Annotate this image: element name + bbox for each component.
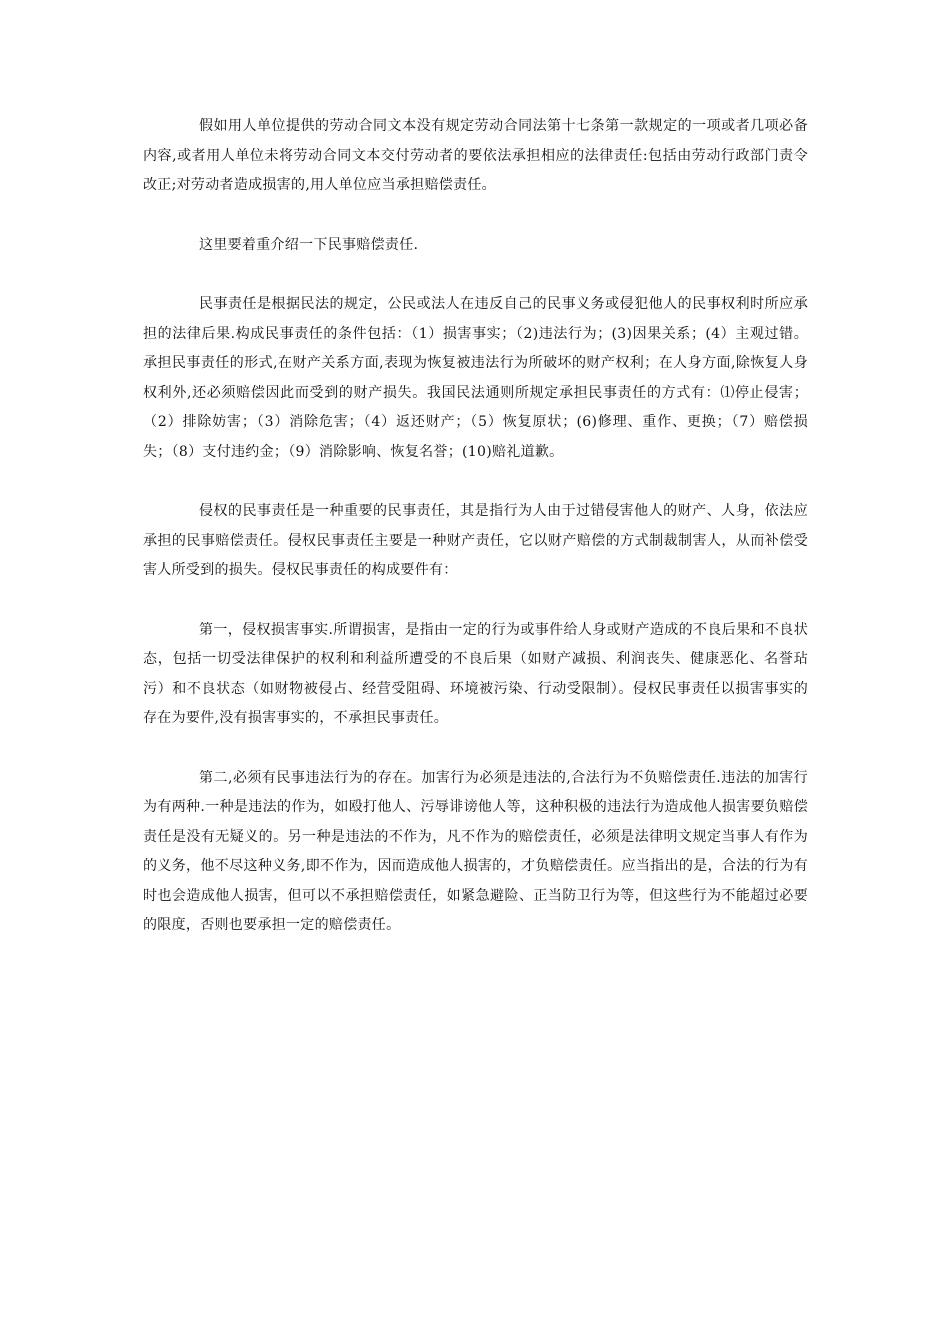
document-body bbox=[143, 112, 808, 971]
paragraph-civil-liability: 民事责任是根据民法的规定，公民或法人在违反自己的民事义务或侵犯他人的民事权利时所应承担的法律后果.构成民事责任的条件包括：（1）损害事实；（2)违法行为；(3)因果关系；(4）主观过错。承担民事责任的形式,在财产关系方面,表现为恢复被违法行为所破坏的财产权利；在人身方面,除恢复人身权利外,还必须赔偿因此而受到的财产损失。我国民法通则所规定承担民事责任的方式有：⑴停止侵害；（2）排除妨害；（3）消除危害；（4）返还财产；（5）恢复原状；(6)修理、重作、更换；（7）赔偿损失；（8）支付违约金；（9）消除影响、恢复名誉；(10)赔礼道歉。 bbox=[143, 296, 808, 460]
paragraph-contract-liability: 假如用人单位提供的劳动合同文本没有规定劳动合同法第十七条第一款规定的一项或者几项必备内容,或者用人单位未将劳动合同文本交付劳动者的要依法承担相应的法律责任:包括由劳动行政部门责令改正;对劳动者造成损害的,用人单位应当承担赔偿责任。 bbox=[143, 118, 808, 193]
paragraph-tort-liability: 侵权的民事责任是一种重要的民事责任，其是指行为人由于过错侵害他人的财产、人身，依法应承担的民事赔偿责任。侵权民事责任主要是一种财产责任，它以财产赔偿的方式制裁制害人，从而补偿受害人所受到的损失。侵权民事责任的构成要件有： bbox=[143, 503, 808, 578]
paragraph-intro-civil-compensation: 这里要着重介绍一下民事赔偿责任. bbox=[199, 236, 419, 253]
paragraph-first-damage-fact: 第一，侵权损害事实.所谓损害，是指由一定的行为或事件给人身或财产造成的不良后果和不良状态，包括一切受法律保护的权利和利益所遭受的不良后果（如财产减损、利润丧失、健康恶化、名誉玷污）和不良状态（如财物被侵占、经营受阻碍、环境被污染、行动受限制）。侵权民事责任以损害事实的存在为要件,没有损害事实的，不承担民事责任。 bbox=[143, 621, 808, 726]
paragraph-second-illegal-act: 第二,必须有民事违法行为的存在。加害行为必须是违法的,合法行为不负赔偿责任.违法的加害行为有两种.一种是违法的作为，如殴打他人、污辱诽谤他人等，这种积极的违法行为造成他人损害要负赔偿责任是没有无疑义的。另一种是违法的不作为，凡不作为的赔偿责任，必须是法律明文规定当事人有作为的义务，他不尽这种义务,即不作为，因而造成他人损害的，才负赔偿责任。应当指出的是，合法的行为有时也会造成他人损害，但可以不承担赔偿责任，如紧急避险、正当防卫行为等，但这些行为不能超过必要的限度，否则也要承担一定的赔偿责任。 bbox=[143, 769, 808, 933]
